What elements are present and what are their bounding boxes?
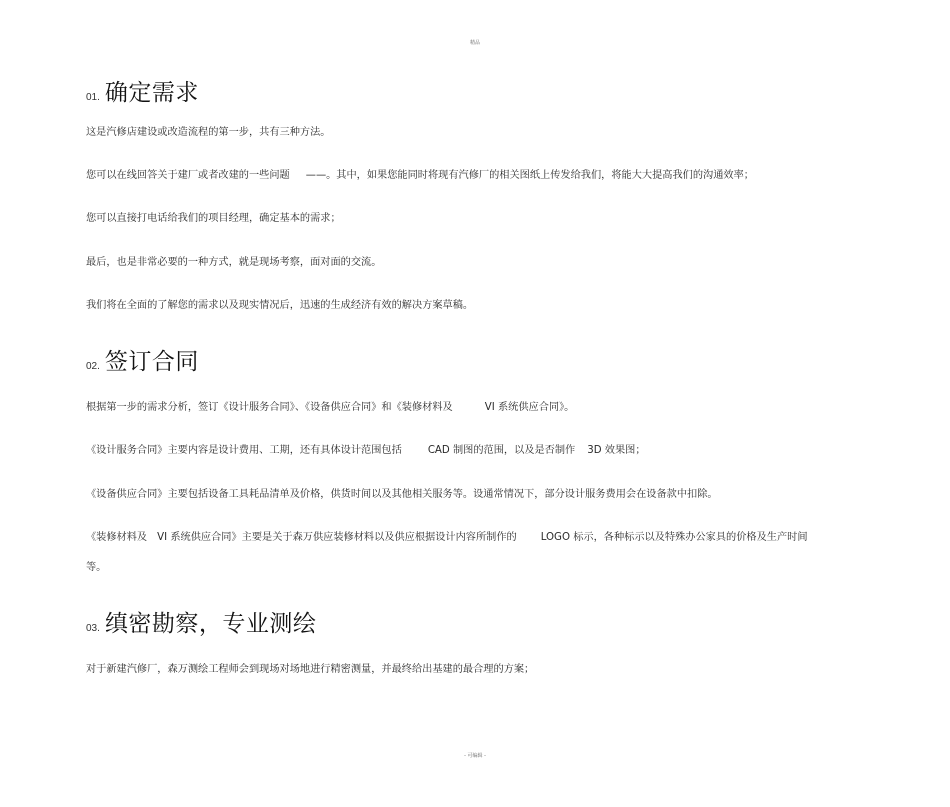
paragraph-segment: LOGO 标示，各种标示以及特殊办公家具的价格及生产时间 bbox=[540, 532, 808, 543]
paragraph: 我们将在全面的了解您的需求以及现实情况后，迅速的生成经济有效的解决方案草稿。 bbox=[86, 300, 474, 311]
paragraph-segment: 《设计服务合同》主要内容是设计费用、工期，还有具体设计范围包括 bbox=[86, 445, 402, 456]
paragraph: 最后，也是非常必要的一种方式，就是现场考察，面对面的交流。 bbox=[86, 257, 382, 268]
section-title: 确定需求 bbox=[104, 80, 199, 106]
paragraph bbox=[86, 441, 646, 456]
section-number: 01. bbox=[86, 92, 100, 103]
paragraph bbox=[86, 398, 574, 413]
page-footer-mark: - 可编辑 - bbox=[464, 753, 486, 759]
section-heading-01 bbox=[86, 74, 199, 107]
paragraph: 您可以直接打电话给我们的项目经理，确定基本的需求； bbox=[86, 213, 341, 224]
paragraph-segment: VI 系统供应合同》。 bbox=[484, 402, 575, 413]
paragraph: 《设备供应合同》主要包括设备工具耗品清单及价格，供货时间以及其他相关服务等。设通常情况下，部分设计服务费用会在设备款中扣除。 bbox=[86, 489, 718, 500]
paragraph bbox=[86, 166, 754, 181]
section-number: 02. bbox=[86, 361, 100, 372]
page-header-mark: 精品 bbox=[469, 40, 480, 46]
paragraph-segment: CAD 制图的范围，以及是否制作 bbox=[427, 445, 576, 456]
section-heading-03 bbox=[86, 605, 316, 638]
paragraph: 这是汽修店建设或改造流程的第一步，共有三种方法。 bbox=[86, 127, 331, 138]
paragraph-segment: 。其中，如果您能同时将现有汽修厂的相关图纸上传发给我们，将能大大提高我们的沟通效率； bbox=[326, 170, 754, 181]
paragraph-segment: 《装修材料及 bbox=[86, 532, 148, 543]
paragraph-segment: —— bbox=[305, 170, 327, 181]
paragraph-segment: VI 系统供应合同》主要是关于森万供应装修材料以及供应根据设计内容所制作的 bbox=[157, 532, 517, 543]
paragraph-segment: 根据第一步的需求分析，签订《设计服务合同》、《设备供应合同》和《装修材料及 bbox=[86, 402, 453, 413]
paragraph-segment: 您可以在线回答关于建厂或者改建的一些问题 bbox=[86, 170, 290, 181]
section-title: 签订合同 bbox=[104, 349, 199, 375]
section-number: 03. bbox=[86, 623, 100, 634]
paragraph: 对于新建汽修厂，森万测绘工程师会到现场对场地进行精密测量，并最终给出基建的最合理的方案； bbox=[86, 664, 535, 675]
paragraph bbox=[86, 528, 808, 543]
section-title: 缜密勘察，专业测绘 bbox=[104, 611, 317, 637]
paragraph-segment: 3D 效果图； bbox=[587, 445, 646, 456]
paragraph: 等。 bbox=[86, 562, 107, 573]
section-heading-02 bbox=[86, 343, 199, 376]
